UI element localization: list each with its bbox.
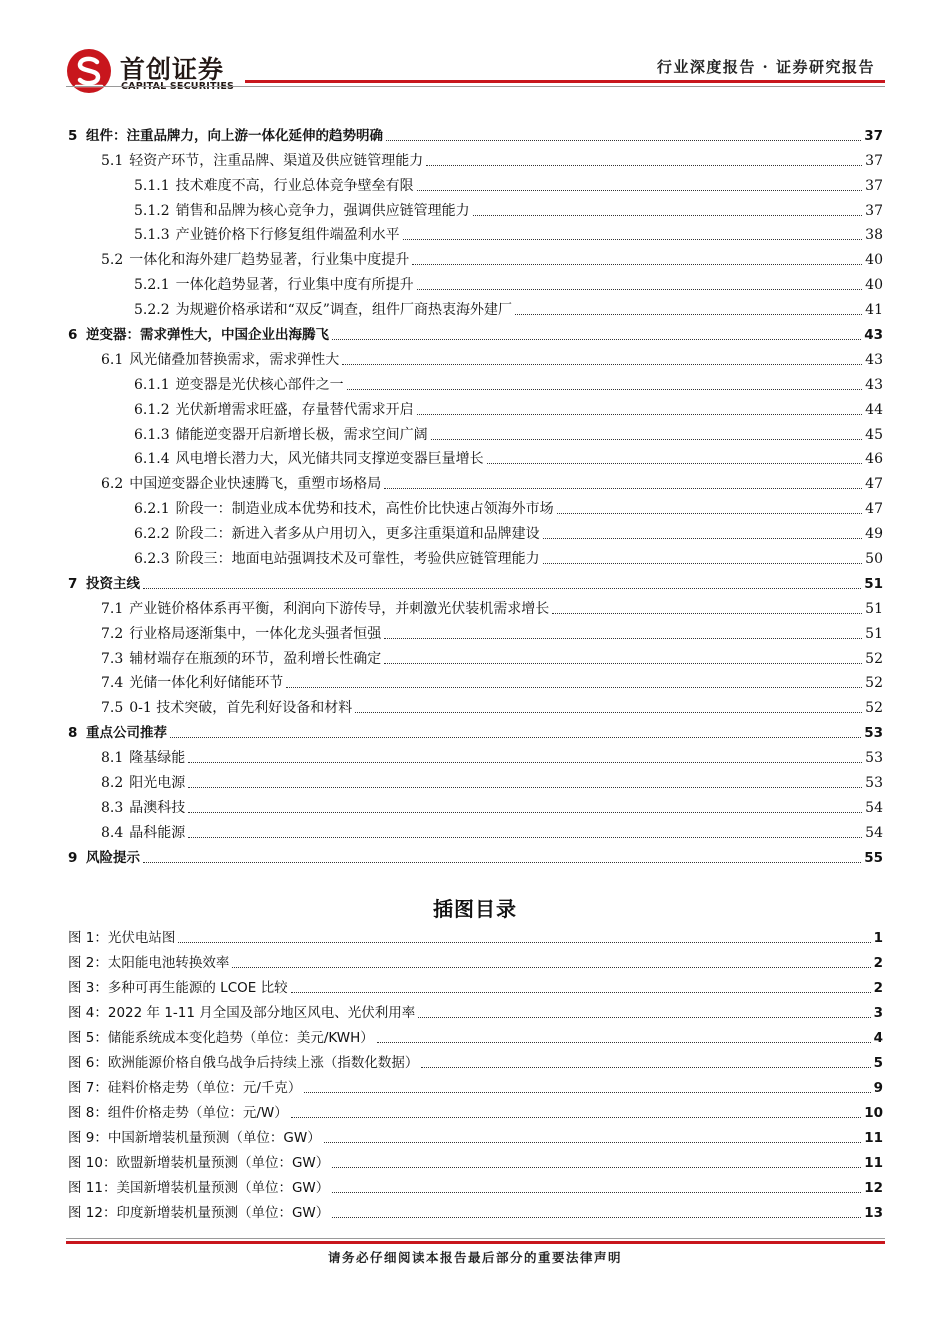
- figure-entry-label: 图 11：美国新增装机量预测（单位：GW）: [68, 1180, 330, 1196]
- toc-entry-page: 38: [865, 227, 883, 244]
- toc-dot-leader: [552, 612, 862, 614]
- toc-entry-page: 44: [865, 401, 883, 418]
- figure-entry-label: 图 1：光伏电站图: [68, 930, 176, 946]
- figures-index: [68, 922, 883, 1222]
- page-header: [0, 0, 950, 100]
- toc-entry-number: 6.2: [101, 476, 124, 493]
- figure-entry-page: 11: [864, 1155, 883, 1171]
- toc-entry-page: 53: [865, 750, 883, 767]
- report-type-label: 行业深度报告 · 证券研究报告: [656, 58, 875, 76]
- toc-entry-page: 40: [865, 277, 883, 294]
- toc-dot-leader: [417, 189, 863, 191]
- toc-entry-page: 52: [865, 650, 883, 667]
- toc-entry-number: 9: [68, 849, 78, 866]
- figure-entry-page: 2: [873, 980, 883, 996]
- toc-entry-page: 41: [865, 302, 883, 319]
- figure-entry-label: 图 10：欧盟新增装机量预测（单位：GW）: [68, 1155, 330, 1171]
- toc-entry[interactable]: [68, 244, 883, 269]
- toc-entry-page: 50: [865, 551, 883, 568]
- toc-entry-title: 一体化趋势显著，行业集中度有所提升: [175, 277, 414, 294]
- toc-entry[interactable]: [68, 543, 883, 568]
- toc-entry[interactable]: [68, 842, 883, 867]
- toc-entry[interactable]: [68, 817, 883, 842]
- logo-mark-icon: [66, 48, 112, 94]
- toc-entry-page: 43: [864, 327, 883, 344]
- figure-entry[interactable]: [68, 947, 883, 972]
- toc-entry[interactable]: [68, 742, 883, 767]
- toc-entry[interactable]: [68, 220, 883, 245]
- toc-entry-page: 53: [865, 775, 883, 792]
- toc-entry-page: 37: [865, 177, 883, 194]
- figure-entry[interactable]: [68, 1147, 883, 1172]
- toc-entry[interactable]: [68, 344, 883, 369]
- figure-entry-page: 10: [864, 1105, 883, 1121]
- figures-index-title: 插图目录: [433, 897, 517, 921]
- toc-entry-number: 7.3: [101, 650, 124, 667]
- figure-entry-label: 图 9：中国新增装机量预测（单位：GW）: [68, 1130, 321, 1146]
- toc-entry-title: 光伏新增需求旺盛，存量替代需求开启: [175, 401, 414, 418]
- figure-dot-leader: [324, 1141, 862, 1143]
- figure-dot-leader: [332, 1216, 861, 1218]
- toc-entry-title: 组件：注重品牌力，向上游一体化延伸的趋势明确: [86, 127, 383, 144]
- toc-entry-title: 风险提示: [86, 849, 140, 866]
- footer-red-rule: [66, 1241, 885, 1244]
- toc-dot-leader: [384, 487, 862, 489]
- toc-entry-title: 销售和品牌为核心竞争力，强调供应链管理能力: [175, 202, 470, 219]
- toc-entry-page: 47: [865, 501, 883, 518]
- toc-dot-leader: [384, 662, 862, 664]
- toc-entry-title: 晶科能源: [129, 824, 186, 841]
- toc-entry-number: 6.2.1: [134, 501, 170, 518]
- toc-entry-title: 一体化和海外建厂趋势显著，行业集中度提升: [129, 252, 410, 269]
- toc-dot-leader: [515, 313, 862, 315]
- toc-entry-number: 5.1: [101, 152, 124, 169]
- toc-entry-page: 37: [865, 152, 883, 169]
- toc-entry[interactable]: [68, 767, 883, 792]
- toc-entry-page: 40: [865, 252, 883, 269]
- toc-entry[interactable]: [68, 444, 883, 469]
- toc-entry-title: 风电增长潜力大，风光储共同支撑逆变器巨量增长: [175, 451, 484, 468]
- toc-entry-number: 5.2.2: [134, 302, 170, 319]
- toc-entry-number: 6: [68, 327, 78, 344]
- toc-entry[interactable]: [68, 493, 883, 518]
- toc-entry-number: 8.3: [101, 799, 124, 816]
- footer-gray-rule: [66, 1238, 885, 1239]
- toc-entry-title: 辅材端存在瓶颈的环节，盈利增长性确定: [129, 650, 382, 667]
- toc-entry-number: 7.1: [101, 600, 124, 617]
- toc-entry[interactable]: [68, 468, 883, 493]
- toc-entry[interactable]: [68, 294, 883, 319]
- toc-dot-leader: [188, 761, 862, 763]
- toc-dot-leader: [188, 786, 862, 788]
- toc-entry-page: 54: [865, 824, 883, 841]
- toc-dot-leader: [355, 711, 862, 713]
- figure-dot-leader: [377, 1041, 871, 1043]
- toc-entry-title: 为规避价格承诺和“双反”调查，组件厂商热衷海外建厂: [175, 302, 512, 319]
- toc-dot-leader: [386, 139, 861, 141]
- toc-entry-title: 阳光电源: [129, 775, 186, 792]
- toc-entry-number: 6.1.2: [134, 401, 170, 418]
- figure-entry-page: 2: [873, 955, 883, 971]
- figure-dot-leader: [178, 941, 870, 943]
- toc-dot-leader: [332, 338, 861, 340]
- figure-entry[interactable]: [68, 1047, 883, 1072]
- toc-entry[interactable]: [68, 419, 883, 444]
- figure-dot-leader: [421, 1066, 870, 1068]
- toc-entry[interactable]: [68, 369, 883, 394]
- toc-dot-leader: [412, 263, 862, 265]
- figure-entry-page: 13: [864, 1205, 883, 1221]
- figure-entry[interactable]: [68, 1022, 883, 1047]
- figure-dot-leader: [304, 1091, 870, 1093]
- figure-entry[interactable]: [68, 1172, 883, 1197]
- toc-entry-title: 储能逆变器开启新增长极，需求空间广阔: [175, 426, 428, 443]
- toc-dot-leader: [543, 537, 863, 539]
- toc-entry-page: 37: [865, 202, 883, 219]
- toc-entry[interactable]: [68, 145, 883, 170]
- toc-entry-number: 8: [68, 725, 78, 742]
- logo-chinese-name: 首创证券: [120, 55, 225, 84]
- toc-entry-title: 技术难度不高，行业总体竞争壁垒有限: [175, 177, 414, 194]
- figure-entry-label: 图 8：组件价格走势（单位：元/W）: [68, 1105, 288, 1121]
- toc-dot-leader: [347, 388, 863, 390]
- toc-entry-number: 5: [68, 127, 78, 144]
- toc-entry-page: 43: [865, 351, 883, 368]
- figure-entry-page: 3: [873, 1005, 883, 1021]
- toc-entry-title: 阶段三：地面电站强调技术及可靠性，考验供应链管理能力: [175, 551, 540, 568]
- toc-entry[interactable]: [68, 668, 883, 693]
- figure-entry-page: 5: [873, 1055, 883, 1071]
- toc-entry-title: 产业链价格下行修复组件端盈利水平: [175, 227, 400, 244]
- capital-securities-logo: [66, 48, 256, 96]
- toc-entry-title: 逆变器：需求弹性大，中国企业出海腾飞: [86, 327, 329, 344]
- toc-dot-leader: [384, 637, 862, 639]
- toc-entry-number: 5.2.1: [134, 277, 170, 294]
- toc-entry-number: 5.1.1: [134, 177, 170, 194]
- toc-entry-number: 5.1.2: [134, 202, 170, 219]
- toc-entry-title: 晶澳科技: [129, 799, 186, 816]
- toc-dot-leader: [543, 562, 863, 564]
- toc-dot-leader: [286, 686, 862, 688]
- figure-entry-page: 9: [873, 1080, 883, 1096]
- toc-dot-leader: [473, 214, 863, 216]
- toc-entry-title: 行业格局逐渐集中，一体化龙头强者恒强: [129, 625, 382, 642]
- toc-entry-page: 43: [865, 376, 883, 393]
- toc-entry-number: 6.1: [101, 351, 124, 368]
- toc-dot-leader: [143, 861, 861, 863]
- toc-dot-leader: [170, 736, 861, 738]
- toc-dot-leader: [188, 811, 862, 813]
- figure-entry[interactable]: [68, 972, 883, 997]
- toc-entry-number: 7.2: [101, 625, 124, 642]
- figure-dot-leader: [332, 1191, 861, 1193]
- toc-entry-title: 投资主线: [86, 575, 140, 592]
- toc-entry-title: 产业链价格体系再平衡，利润向下游传导，并刺激光伏装机需求增长: [129, 600, 550, 617]
- toc-entry-number: 7: [68, 575, 78, 592]
- toc-entry-page: 54: [865, 799, 883, 816]
- toc-entry-page: 51: [865, 600, 883, 617]
- toc-entry-page: 51: [864, 575, 883, 592]
- figure-entry-label: 图 12：印度新增装机量预测（单位：GW）: [68, 1205, 330, 1221]
- toc-entry[interactable]: [68, 518, 883, 543]
- toc-entry-title: 隆基绿能: [129, 750, 186, 767]
- figure-entry-label: 图 2：太阳能电池转换效率: [68, 955, 230, 971]
- toc-entry[interactable]: [68, 319, 883, 344]
- toc-entry-number: 6.1.3: [134, 426, 170, 443]
- figure-entry-page: 12: [864, 1180, 883, 1196]
- figure-entry-page: 1: [873, 930, 883, 946]
- toc-entry-title: 0-1 技术突破，首先利好设备和材料: [129, 700, 353, 717]
- header-red-rule: [245, 80, 885, 83]
- toc-entry-number: 5.1.3: [134, 227, 170, 244]
- figure-entry[interactable]: [68, 997, 883, 1022]
- toc-entry-page: 45: [865, 426, 883, 443]
- toc-entry-page: 55: [864, 849, 883, 866]
- toc-dot-leader: [188, 836, 862, 838]
- toc-entry-title: 中国逆变器企业快速腾飞，重塑市场格局: [129, 476, 382, 493]
- toc-entry[interactable]: [68, 394, 883, 419]
- toc-entry-page: 53: [864, 725, 883, 742]
- toc-entry-number: 7.5: [101, 700, 124, 717]
- toc-entry-title: 轻资产环节，注重品牌、渠道及供应链管理能力: [129, 152, 424, 169]
- toc-entry-number: 6.2.3: [134, 551, 170, 568]
- toc-dot-leader: [417, 413, 863, 415]
- toc-dot-leader: [143, 587, 861, 589]
- toc-entry-number: 8.1: [101, 750, 124, 767]
- toc-entry[interactable]: [68, 593, 883, 618]
- figure-entry-label: 图 5：储能系统成本变化趋势（单位：美元/KWH）: [68, 1030, 374, 1046]
- table-of-contents: [68, 120, 883, 867]
- toc-entry-number: 6.1.1: [134, 376, 170, 393]
- toc-dot-leader: [403, 238, 863, 240]
- legal-notice-footer: 请务必仔细阅读本报告最后部分的重要法律声明: [327, 1250, 622, 1265]
- toc-entry-page: 52: [865, 700, 883, 717]
- toc-entry-title: 阶段一：制造业成本优势和技术，高性价比快速占领海外市场: [175, 501, 554, 518]
- toc-entry[interactable]: [68, 792, 883, 817]
- toc-entry-title: 重点公司推荐: [86, 725, 167, 742]
- figure-entry[interactable]: [68, 1122, 883, 1147]
- toc-entry-title: 风光储叠加替换需求，需求弹性大: [129, 351, 340, 368]
- toc-entry-number: 8.4: [101, 824, 124, 841]
- toc-dot-leader: [487, 462, 863, 464]
- figure-entry-label: 图 6：欧洲能源价格自俄乌战争后持续上涨（指数化数据）: [68, 1055, 419, 1071]
- figure-dot-leader: [332, 1166, 861, 1168]
- toc-entry-page: 46: [865, 451, 883, 468]
- figure-entry[interactable]: [68, 1097, 883, 1122]
- toc-entry[interactable]: [68, 195, 883, 220]
- figure-entry[interactable]: [68, 1072, 883, 1097]
- toc-entry-number: 5.2: [101, 252, 124, 269]
- toc-entry-number: 7.4: [101, 675, 124, 692]
- toc-entry-title: 光储一体化利好储能环节: [129, 675, 284, 692]
- toc-entry-title: 阶段二：新进入者多从户用切入，更多注重渠道和品牌建设: [175, 526, 540, 543]
- toc-entry[interactable]: [68, 269, 883, 294]
- toc-entry[interactable]: [68, 692, 883, 717]
- header-gray-rule: [66, 86, 885, 87]
- figure-dot-leader: [291, 1116, 861, 1118]
- toc-entry[interactable]: [68, 568, 883, 593]
- figure-dot-leader: [291, 991, 871, 993]
- figure-dot-leader: [232, 966, 870, 968]
- toc-entry[interactable]: [68, 618, 883, 643]
- figure-entry-label: 图 3：多种可再生能源的 LCOE 比较: [68, 980, 288, 996]
- toc-entry-page: 47: [865, 476, 883, 493]
- toc-entry-page: 52: [865, 675, 883, 692]
- toc-entry-number: 8.2: [101, 775, 124, 792]
- figure-entry-page: 4: [873, 1030, 883, 1046]
- toc-entry[interactable]: [68, 717, 883, 742]
- toc-entry-title: 逆变器是光伏核心部件之一: [175, 376, 344, 393]
- figure-entry-label: 图 7：硅料价格走势（单位：元/千克）: [68, 1080, 302, 1096]
- toc-entry[interactable]: [68, 170, 883, 195]
- figure-entry[interactable]: [68, 922, 883, 947]
- toc-entry-page: 51: [865, 625, 883, 642]
- figure-entry-page: 11: [864, 1130, 883, 1146]
- toc-dot-leader: [557, 512, 863, 514]
- toc-entry-number: 6.1.4: [134, 451, 170, 468]
- toc-dot-leader: [431, 438, 863, 440]
- figure-entry[interactable]: [68, 1197, 883, 1222]
- toc-entry[interactable]: [68, 120, 883, 145]
- figure-entry-label: 图 4：2022 年 1-11 月全国及部分地区风电、光伏利用率: [68, 1005, 416, 1021]
- toc-entry-page: 37: [864, 127, 883, 144]
- toc-entry-page: 49: [865, 526, 883, 543]
- toc-dot-leader: [426, 164, 862, 166]
- toc-dot-leader: [417, 288, 863, 290]
- toc-dot-leader: [342, 363, 862, 365]
- toc-entry[interactable]: [68, 643, 883, 668]
- toc-entry-number: 6.2.2: [134, 526, 170, 543]
- figure-dot-leader: [418, 1016, 870, 1018]
